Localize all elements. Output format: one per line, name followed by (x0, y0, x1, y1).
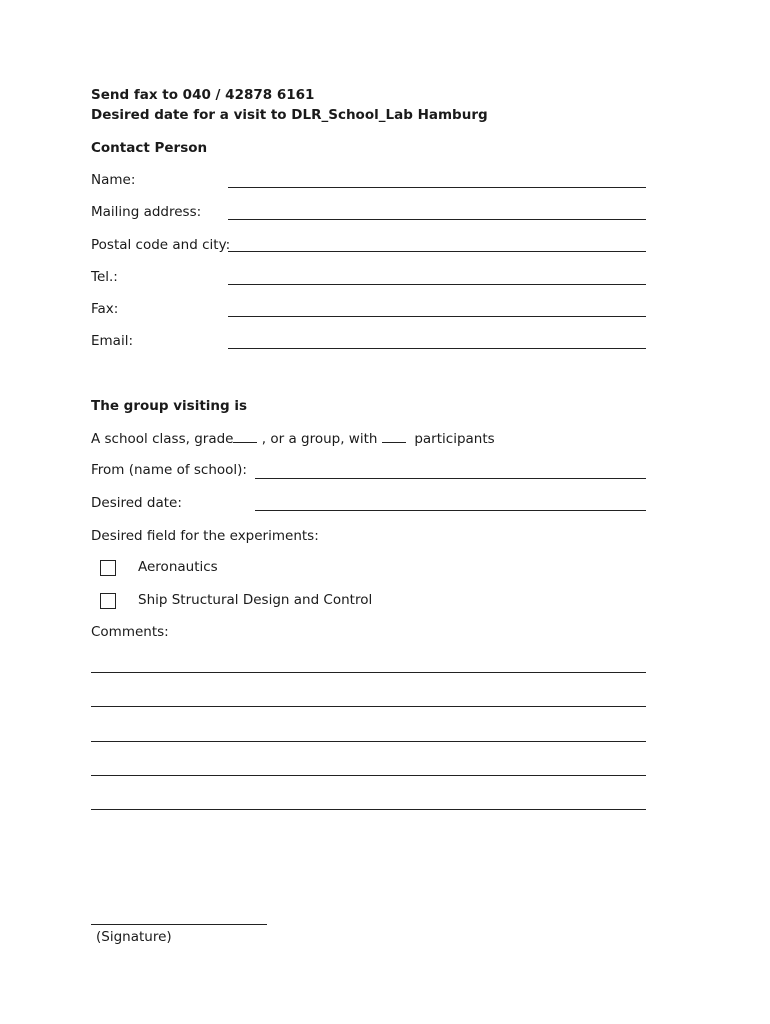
class-text-part3: participants (414, 431, 495, 447)
tel-label: Tel.: (91, 269, 118, 285)
aeronautics-option-label: Aeronautics (138, 559, 218, 575)
fax-label: Fax: (91, 301, 119, 317)
participants-blank[interactable] (382, 430, 406, 443)
postal-code-city-label: Postal code and city: (91, 237, 231, 253)
class-text-part2: , or a group, with (261, 431, 378, 447)
comments-line-3[interactable] (91, 741, 646, 742)
comments-label: Comments: (91, 624, 169, 640)
comments-line-1[interactable] (91, 672, 646, 673)
tel-field-line[interactable] (228, 284, 646, 285)
visit-date-heading: Desired date for a visit to DLR_School_Lab Hamburg (91, 107, 488, 123)
signature-label: (Signature) (96, 929, 172, 945)
aeronautics-checkbox[interactable] (100, 560, 116, 576)
class-size-line (91, 430, 495, 447)
ship-design-option-label: Ship Structural Design and Control (138, 592, 373, 608)
desired-date-field-line[interactable] (255, 510, 646, 511)
mailing-address-label: Mailing address: (91, 204, 202, 220)
email-label: Email: (91, 333, 134, 349)
name-field-line[interactable] (228, 187, 646, 188)
desired-date-label: Desired date: (91, 495, 182, 511)
school-name-field-line[interactable] (255, 478, 646, 479)
email-field-line[interactable] (228, 348, 646, 349)
comments-line-2[interactable] (91, 706, 646, 707)
experiment-field-label: Desired field for the experiments: (91, 528, 319, 544)
class-text-part1: A school class, grade (91, 431, 234, 447)
fax-number-heading: Send fax to 040 / 42878 6161 (91, 87, 315, 103)
school-name-label: From (name of school): (91, 462, 247, 478)
mailing-address-field-line[interactable] (228, 219, 646, 220)
grade-blank[interactable] (233, 430, 257, 443)
comments-line-4[interactable] (91, 775, 646, 776)
contact-person-heading: Contact Person (91, 140, 208, 156)
name-label: Name: (91, 172, 136, 188)
fax-field-line[interactable] (228, 316, 646, 317)
postal-code-city-field-line[interactable] (228, 251, 646, 252)
ship-design-checkbox[interactable] (100, 593, 116, 609)
group-visiting-heading: The group visiting is (91, 398, 248, 414)
signature-line[interactable] (91, 924, 267, 925)
comments-line-5[interactable] (91, 809, 646, 810)
